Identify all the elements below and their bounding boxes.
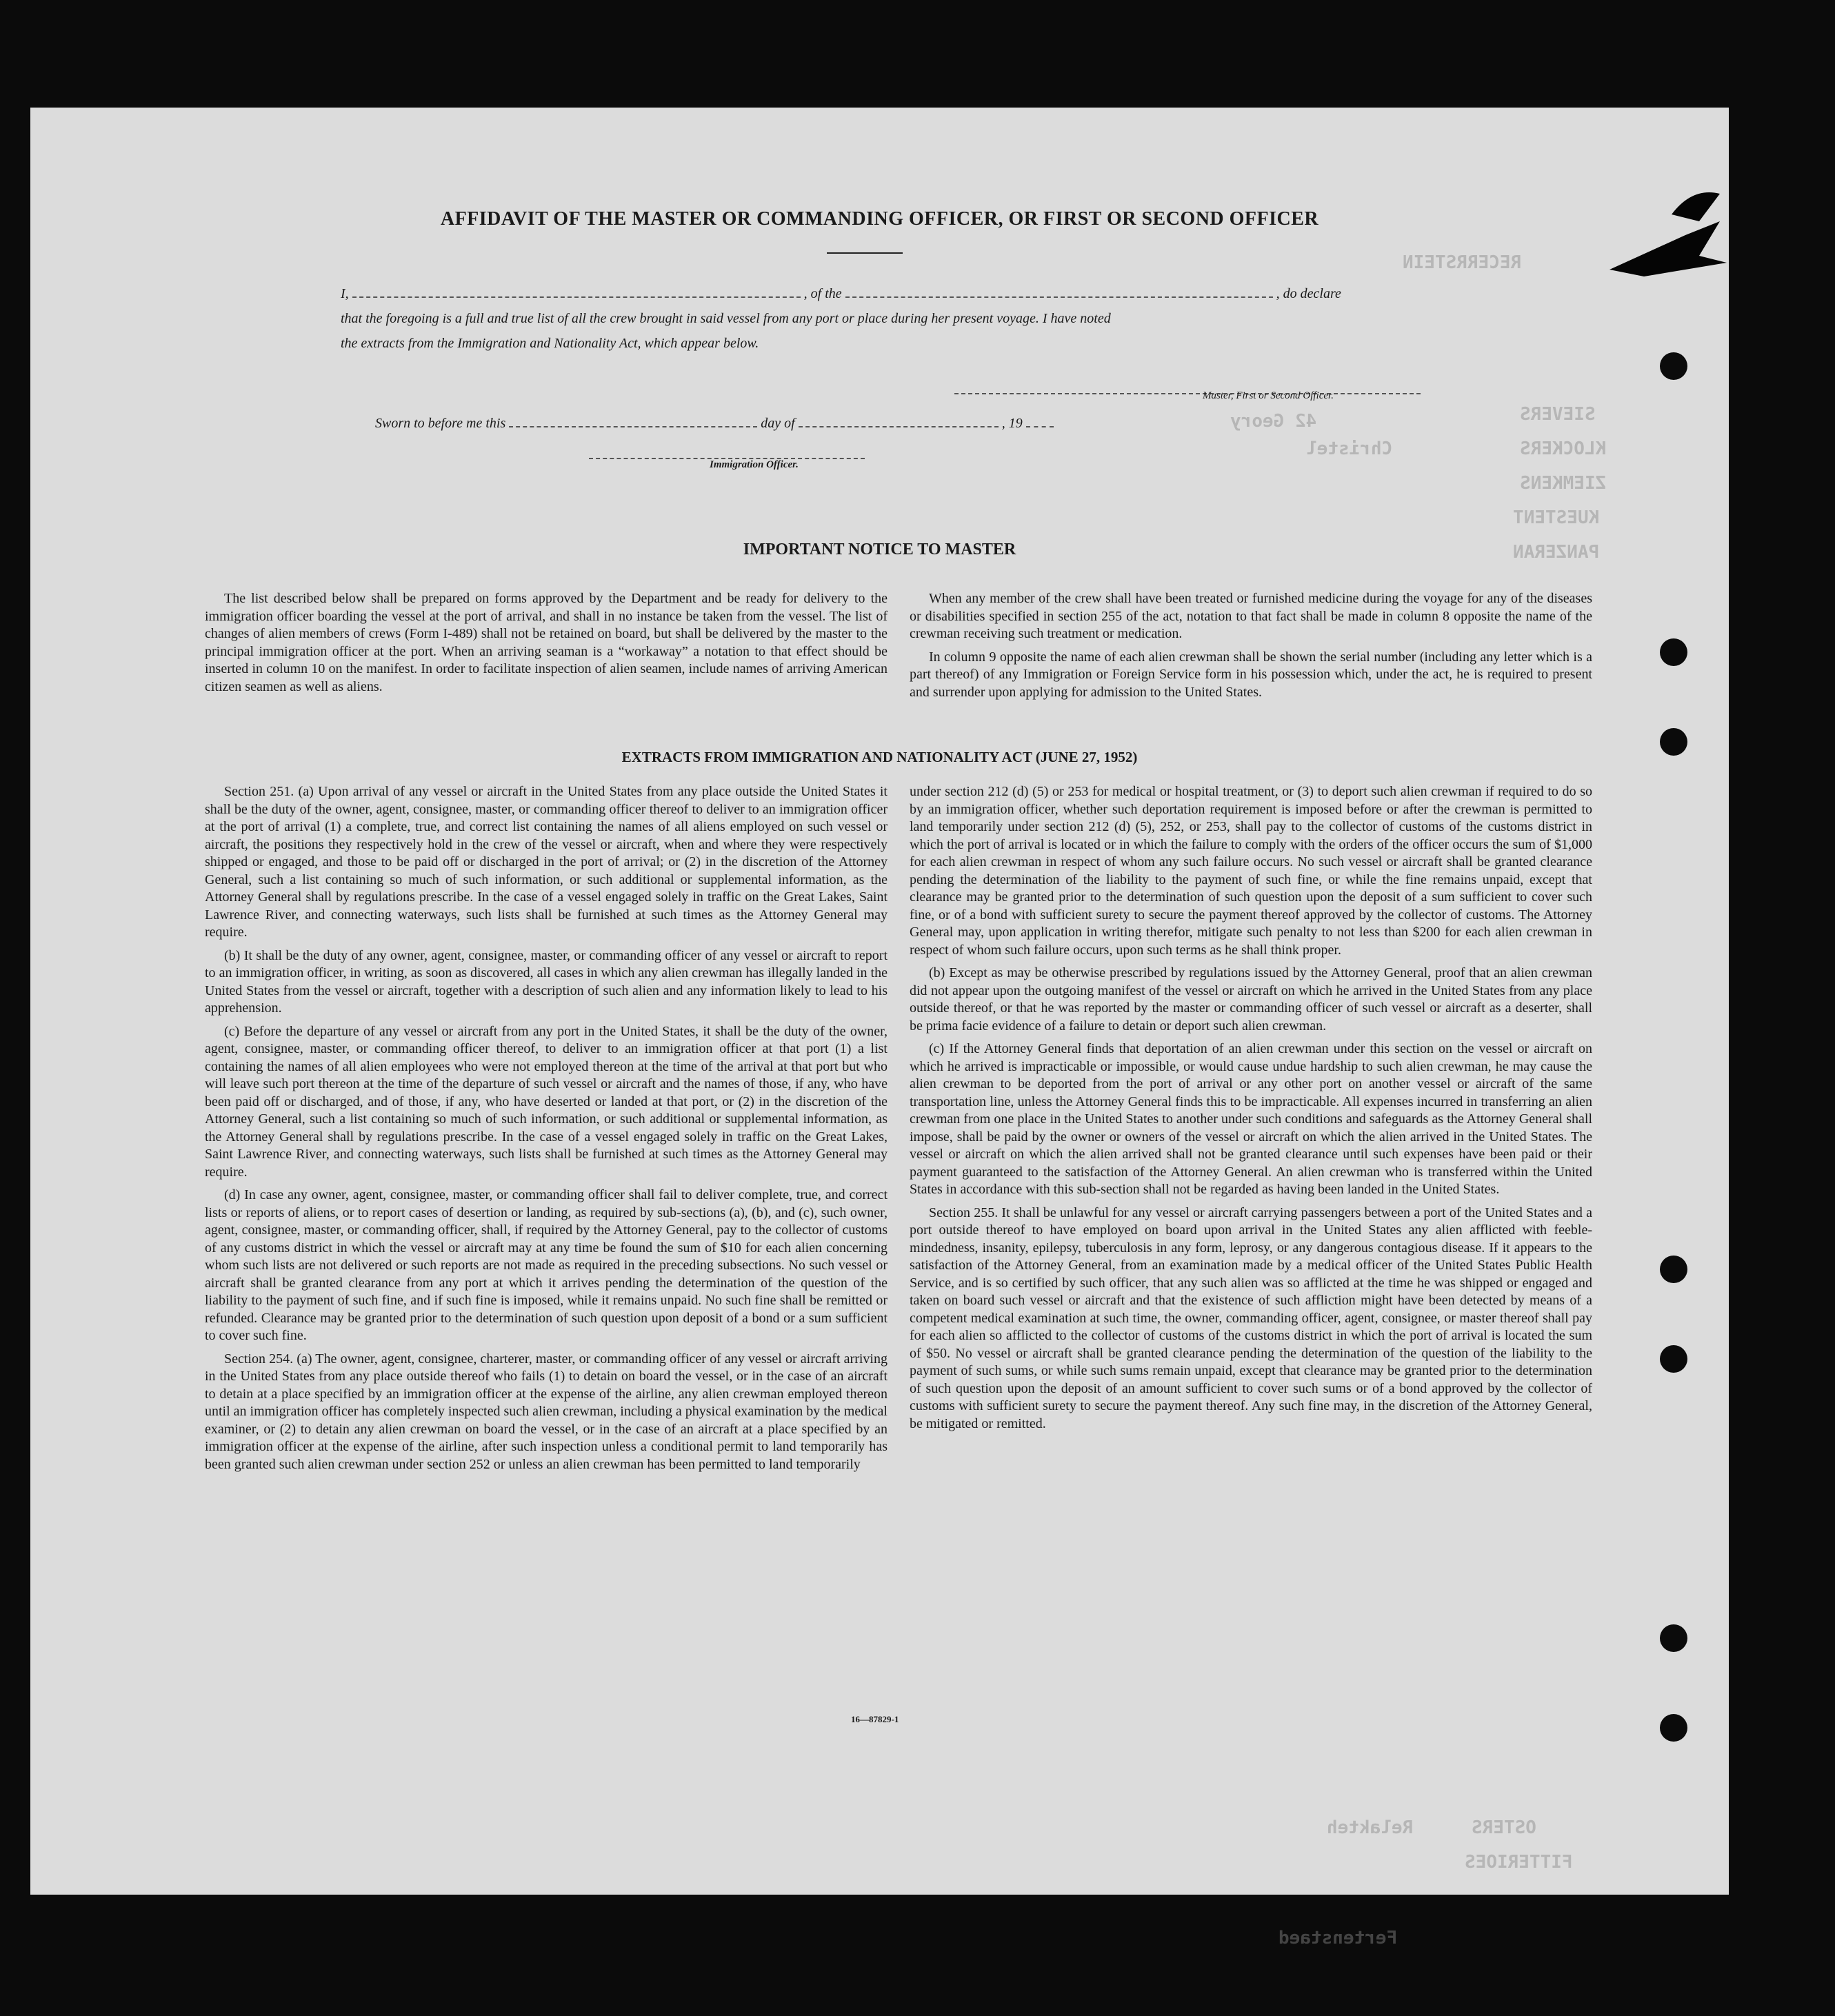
bleed-through-text: Relakteh — [1327, 1817, 1414, 1838]
form-number: 16—87829-1 — [851, 1714, 899, 1724]
statute-paragraph: Section 254. (a) The owner, agent, consignee, charterer, master, or commanding officer of any vessel or aircraft arriving in the United States from any place outside thereof who fails (1) to detain on board the vessel, or in the case of an aircraft to detain at a place specified by an immigration officer at the expense of the airline, any alien crewman employed thereon until an immigration officer has completely inspected such alien crewman, including a physical examination by the medical examiner, or (2) to detain any alien crewman on board the vessel, or in the case of an aircraft at a place specified by an immigration officer at the expense of the airline, after such inspection unless a conditional permit to land temporarily has been granted such alien crewman under section 252 or unless an alien crewman has been permitted to land temporarily — [205, 1351, 888, 1472]
sworn-day-blank — [509, 416, 757, 427]
punch-hole — [1660, 1256, 1687, 1283]
sworn-month-blank — [799, 416, 999, 427]
bleed-through-text: KLOCKERS — [1520, 439, 1607, 459]
bleed-through-text: RECERRSTEIN — [1403, 252, 1522, 273]
notice-left-paragraph: The list described below shall be prepared on forms approved by the Department and be ready for delivery to the immigration officer boarding the vessel at the port of arrival, and shall in no instance be taken from the vessel. The list of changes of alien members of crews (Form I-489) shall not be retained on board, but shall be delivered by the master to the principal immigration officer at the port. When an arriving seaman is a “workaway” a notation to that effect should be inserted in column 10 on the manifest. In order to facilitate inspection of alien seamen, include names of arriving American citizen seamen as well as aliens. — [205, 591, 888, 694]
document-page — [30, 108, 1729, 1948]
notice-right-column — [910, 590, 1592, 707]
notice-heading: IMPORTANT NOTICE TO MASTER — [743, 541, 1016, 558]
sworn-line — [375, 411, 1272, 436]
statute-paragraph: (d) In case any owner, agent, consignee, master, or commanding officer shall fail to deliver complete, true, and correct lists or reports of aliens, or to report cases of desertion or landing, as required by sub-sections (a), (b), and (c), such owner, agent, consignee, master, or commanding officer, shall, if required by the Attorney General, pay to the collector of customs of any customs district in which the vessel or aircraft may at any time be found the sum of $10 for each alien concerning whom such lists are not delivered or such reports are not made as required in the preceding subsections. No such vessel or aircraft shall be granted clearance from any port at which it arrives pending the determination of the question of the liability to the payment of such fine, and if such fine is imposed, while it remains unpaid. No such fine shall be remitted or refunded. Clearance may be granted prior to the determination of such question upon deposit of a bond or a sum sufficient to cover such fine. — [205, 1187, 888, 1343]
statute-paragraph: (b) Except as may be otherwise prescribed by regulations issued by the Attorney General, proof that an alien crewman did not appear upon the outgoing manifest of the vessel or aircraft on which he arrived in the United States from any place outside thereof, or that he was reported by the master or commanding officer of such vessel or aircraft as a deserter, shall be prima facie evidence of a failure to detain or deport such alien crewman. — [910, 965, 1592, 1034]
bleed-through-text: Christel — [1306, 439, 1393, 459]
signature-line — [954, 383, 1421, 394]
declaration-line-2: that the foregoing is a full and true list of all the crew brought in said vessel from any port or place during her present voyage. I have noted — [341, 311, 1111, 326]
sworn-day-of: day of — [761, 416, 795, 431]
signature-label: Master, First or Second Officer. — [1203, 390, 1334, 401]
punch-hole — [1660, 1624, 1687, 1652]
statute-paragraph: (c) Before the departure of any vessel or aircraft from any port in the United States, it shall be the duty of the owner, agent, consignee, master, or commanding officer thereof, to deliver to an immigration officer at that port (1) a list containing the names of all alien employees who were not employed thereon at the time of the arrival at that port but who will leave such port thereon at the time of the departure of such vessel or aircraft and the names of those, if any, who have been paid off or discharged, and of those, if any, who have deserted or landed at that port, or (2) in the discretion of the Attorney General, such a list containing so much of such information, or such additional or supplemental information, as the Attorney General shall by regulations prescribe. In the case of a vessel engaged solely in traffic on the Great Lakes, Saint Lawrence River, and connecting waterways, such lists shall be furnished at such times as the Attorney General may require. — [205, 1023, 888, 1180]
extracts-heading: EXTRACTS FROM IMMIGRATION AND NATIONALITY ACT (JUNE 27, 1952) — [621, 749, 1138, 765]
bleed-through-text: OSTERS — [1472, 1817, 1536, 1838]
sworn-year: , 19 — [1001, 416, 1023, 431]
punch-hole — [1660, 1714, 1687, 1742]
punch-hole — [1660, 728, 1687, 756]
extracts-right-column — [910, 783, 1592, 1438]
bleed-through-text: 42 Geory — [1230, 411, 1317, 432]
punch-hole — [1660, 1345, 1687, 1373]
affidavit-title: AFFIDAVIT OF THE MASTER OR COMMANDING OFFICER, OR FIRST OR SECOND OFFICER — [440, 208, 1319, 230]
sworn-year-blank — [1026, 416, 1054, 427]
statute-paragraph: under section 212 (d) (5) or 253 for medical or hospital treatment, or (3) to deport such alien crewman if required to do so by an immigration officer, whether such deportation requirement is imposed before or after the crewman is permitted to land temporarily under section 212 (d) (5), 252, or 253, shall pay to the collector of customs of the customs district in which the port of arrival is located or in which the failure to comply with the orders of the officer occurs the sum of $1,000 for each alien crewman in respect of whom any such failure occurs. No such vessel or aircraft shall be granted clearance pending the determination of the liability to the payment of such fine, or while the fine remains unpaid, except that clearance may be granted prior to the determination of such question upon the deposit of a sum sufficient to cover such fine, or of a bond with sufficient surety to secure the payment thereof approved by the collector of customs. The Attorney General may, upon application in writing therefor, mitigate such penalty to not less than $200 for each alien crewman in respect of whom such failure occurs, upon such terms as he shall think proper. — [910, 784, 1592, 958]
notice-left-column — [205, 590, 888, 701]
punch-hole — [1660, 638, 1687, 666]
vessel-blank — [845, 287, 1273, 298]
officer-signature-line — [589, 448, 865, 459]
bleed-through-text: FITTERIOES — [1465, 1852, 1573, 1873]
name-blank — [352, 287, 801, 298]
officer-label: Immigration Officer. — [710, 459, 799, 470]
statute-paragraph: Section 251. (a) Upon arrival of any vessel or aircraft in the United States from any place outside the United States it shall be the duty of the owner, agent, consignee, master, or commanding officer thereof to deliver to an immigration officer at the port of arrival (1) a complete, true, and correct list containing the names of all aliens employed on such vessel or aircraft, the positions they respectively hold in the crew of the vessel or aircraft, when and where they were respectively shipped or engaged, and those to be paid off or discharged in the port of arrival; or (2) in the discretion of the Attorney General, such a list containing so much of such information, or such additional or supplemental information, as the Attorney General shall by regulations prescribe. In the case of a vessel engaged solely in traffic on the Great Lakes, Saint Lawrence River, and connecting waterways, such lists shall be furnished at such times as the Attorney General may require. — [205, 784, 888, 940]
punch-hole — [1660, 352, 1687, 380]
title-divider — [827, 252, 903, 254]
bleed-through-text: PANZERAN — [1513, 542, 1600, 563]
statute-paragraph: (b) It shall be the duty of any owner, agent, consignee, master, or commanding officer of any vessel or aircraft to report to an immigration officer, in writing, as soon as discovered, all cases in which any alien crewman has illegally landed in the United States from the vessel or aircraft, together with a description of such alien and any information likely to lead to his apprehension. — [205, 947, 888, 1016]
bleed-through-text: Fertenstaed — [1279, 1928, 1398, 1948]
ink-mark — [1603, 173, 1741, 283]
declaration-i: I, — [341, 286, 349, 301]
notice-right-paragraph: In column 9 opposite the name of each alien crewman shall be shown the serial number (including any letter which is a part thereof) of any Immigration or Foreign Service form in his possession which, under the act, he is required to present and surrender upon applying for admission to the United States. — [910, 649, 1592, 700]
statute-paragraph: Section 255. It shall be unlawful for any vessel or aircraft carrying passengers between a port of the United States and a port outside thereof to have employed on board upon arrival in the United States any alien afflicted with feeble-mindedness, insanity, epilepsy, tuberculosis in any form, leprosy, or any dangerous contagious disease. If it appears to the satisfaction of the Attorney General, from an examination made by a medical officer of the United States Public Health Service, and is so certified by such officer, that any such alien was so afflicted at the time he was shipped or engaged and taken on board such vessel or aircraft and that the existence of such affliction might have been detected by means of a competent medical examination at such time, the owner, commanding officer, agent, consignee, or master thereof shall pay for each alien so afflicted to the collector of customs of the customs district in which the port of arrival is located the sum of $50. No vessel or aircraft shall be granted clearance pending the determination of the question of the liability to the payment of such sums, or while such sums remain unpaid, except that clearance may be granted prior to the determination of such question upon the deposit of an amount sufficient to cover such sums or of a bond approved by the collector of customs with sufficient surety to secure the payment thereof. Any such fine may, in the discretion of the Attorney General, be mitigated or remitted. — [910, 1204, 1592, 1431]
statute-paragraph: (c) If the Attorney General finds that deportation of an alien crewman under this section on the vessel or aircraft on which he arrived is impracticable or impossible, or would cause undue hardship to such alien crewman, he may cause the alien crewman to be deported from the port of arrival or any other port on another vessel or aircraft of the same transportation line, unless the Attorney General finds this to be impracticable. All expenses incurred in transferring an alien crewman from one place in the United States to another under such conditions and safeguards as the Attorney General shall impose, shall be paid by the owner or owners of the vessel or aircraft on which the alien arrived in the United States. The vessel or aircraft on which the alien arrived shall not be granted clearance until such expenses have been paid or their payment guaranteed to the satisfaction of the Attorney General. An alien crewman who is transferred within the United States in accordance with this sub-section shall not be regarded as having been landed in the United States. — [910, 1041, 1592, 1197]
bleed-through-text: KUESTENT — [1513, 507, 1600, 528]
notice-right-paragraph: When any member of the crew shall have been treated or furnished medicine during the voyage for any of the diseases or disabilities specified in section 255 of the act, notation to that fact shall be made in column 8 opposite the name of the crewman receiving such treatment or medication. — [910, 591, 1592, 641]
extracts-left-column — [205, 783, 888, 1479]
declaration-of-the: , of the — [803, 286, 842, 301]
declaration-do-declare: , do declare — [1276, 286, 1341, 301]
bleed-through-text: ZIEMKENS — [1520, 473, 1607, 494]
declaration-line-1 — [341, 281, 1465, 306]
sworn-prefix: Sworn to before me this — [375, 416, 506, 431]
bleed-through-text: SIEVERS — [1520, 404, 1596, 425]
declaration-line-3: the extracts from the Immigration and Nationality Act, which appear below. — [341, 336, 759, 351]
